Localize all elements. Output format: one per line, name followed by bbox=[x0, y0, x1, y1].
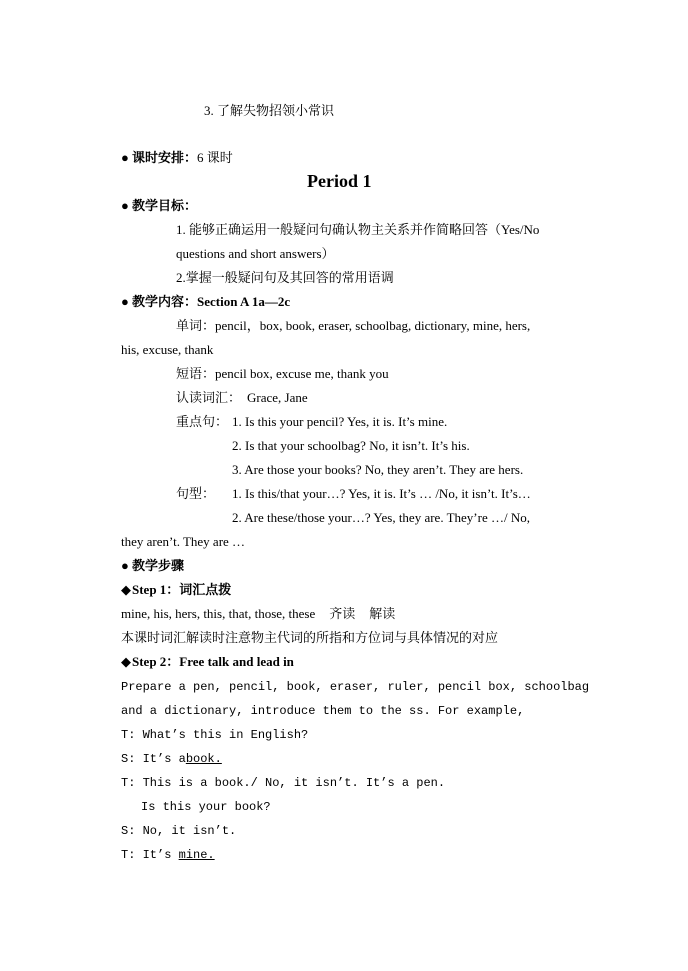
bullet-icon: ● bbox=[121, 558, 129, 573]
goal-1-line-2: questions and short answers） bbox=[176, 246, 335, 261]
pattern-label: 句型： bbox=[176, 486, 216, 501]
step-1-action-read: 齐读 bbox=[329, 606, 356, 621]
period-title: Period 1 bbox=[307, 171, 372, 191]
objective-3: 3. 了解失物招领小常识 bbox=[204, 103, 335, 118]
key-label: 重点句： bbox=[176, 414, 229, 429]
dialogue-line-2-answer: book. bbox=[185, 752, 222, 766]
schedule-line bbox=[121, 149, 233, 167]
pattern-2-line-1: 2. Are these/those your…? Yes, they are. They’re …/ No, bbox=[232, 510, 530, 525]
steps-label: 教学步骤 bbox=[132, 558, 185, 573]
dialogue-line-1: T: What’s this in English? bbox=[121, 728, 309, 742]
key-sentence-3: 3. Are those your books? No, they aren’t. They are hers. bbox=[232, 462, 524, 477]
key-sentence-2: 2. Is that your schoolbag? No, it isn’t. It’s his. bbox=[232, 438, 470, 453]
steps-heading bbox=[121, 557, 184, 575]
bullet-icon: ● bbox=[121, 198, 129, 213]
bullet-icon: ● bbox=[121, 150, 129, 165]
phrases-line: 短语：pencil box, excuse me, thank you bbox=[176, 366, 389, 381]
words-line-2: his, excuse, thank bbox=[121, 342, 214, 357]
step-1-words: mine, his, hers, this, that, those, these bbox=[121, 606, 316, 621]
goal-1-line-1: 1. 能够正确运用一般疑问句确认物主关系并作简略回答（Yes/No bbox=[176, 222, 540, 237]
step-1-action-explain: 解读 bbox=[369, 606, 396, 621]
content-heading bbox=[121, 293, 290, 311]
pattern-1: 1. Is this/that your…? Yes, it is. It’s … /No, it isn’t. It’s… bbox=[232, 486, 531, 501]
dialogue-line-2-prefix: S: It’s a bbox=[121, 752, 186, 766]
step-1-title: Step 1：词汇点拨 bbox=[132, 582, 232, 597]
diamond-icon: ◆ bbox=[121, 654, 131, 669]
bullet-icon: ● bbox=[121, 294, 129, 309]
goals-heading bbox=[121, 197, 197, 215]
step-2-intro-line-1: Prepare a pen, pencil, book, eraser, ruler, pencil box, schoolbag bbox=[121, 680, 590, 694]
dialogue-line-4: Is this your book? bbox=[141, 800, 271, 814]
schedule-value: 6 课时 bbox=[197, 150, 233, 165]
step-2-intro-line-2: and a dictionary, introduce them to the ss. For example, bbox=[121, 704, 525, 718]
pattern-2-line-2: they aren’t. They are … bbox=[121, 534, 246, 549]
step-1-note: 本课时词汇解读时注意物主代词的所指和方位词与具体情况的对应 bbox=[121, 630, 499, 645]
step-1-words-line bbox=[121, 605, 395, 623]
goals-label: 教学目标： bbox=[132, 198, 198, 213]
step-1-heading bbox=[121, 581, 231, 599]
dialogue-line-2 bbox=[121, 750, 222, 768]
recognize-value: Grace, Jane bbox=[247, 390, 308, 405]
content-label: 教学内容：Section A 1a—2c bbox=[132, 294, 291, 309]
diamond-icon: ◆ bbox=[121, 582, 131, 597]
recognize-line bbox=[176, 389, 308, 407]
key-sentence-1: 1. Is this your pencil? Yes, it is. It’s mine. bbox=[232, 414, 448, 429]
step-2-title: Step 2：Free talk and lead in bbox=[132, 654, 294, 669]
goal-2: 2.掌握一般疑问句及其回答的常用语调 bbox=[176, 270, 394, 285]
dialogue-line-6 bbox=[121, 846, 215, 864]
step-2-heading bbox=[121, 653, 294, 671]
dialogue-line-3: T: This is a book./ No, it isn’t. It’s a pen. bbox=[121, 776, 446, 790]
dialogue-line-5: S: No, it isn’t. bbox=[121, 824, 237, 838]
words-line-1: 单词：pencil，box, book, eraser, schoolbag, dictionary, mine, hers, bbox=[176, 318, 531, 333]
dialogue-line-6-answer: mine. bbox=[178, 848, 215, 862]
schedule-label: 课时安排： bbox=[132, 150, 198, 165]
dialogue-line-6-prefix: T: It’s bbox=[121, 848, 172, 862]
recognize-label: 认读词汇： bbox=[176, 390, 242, 405]
